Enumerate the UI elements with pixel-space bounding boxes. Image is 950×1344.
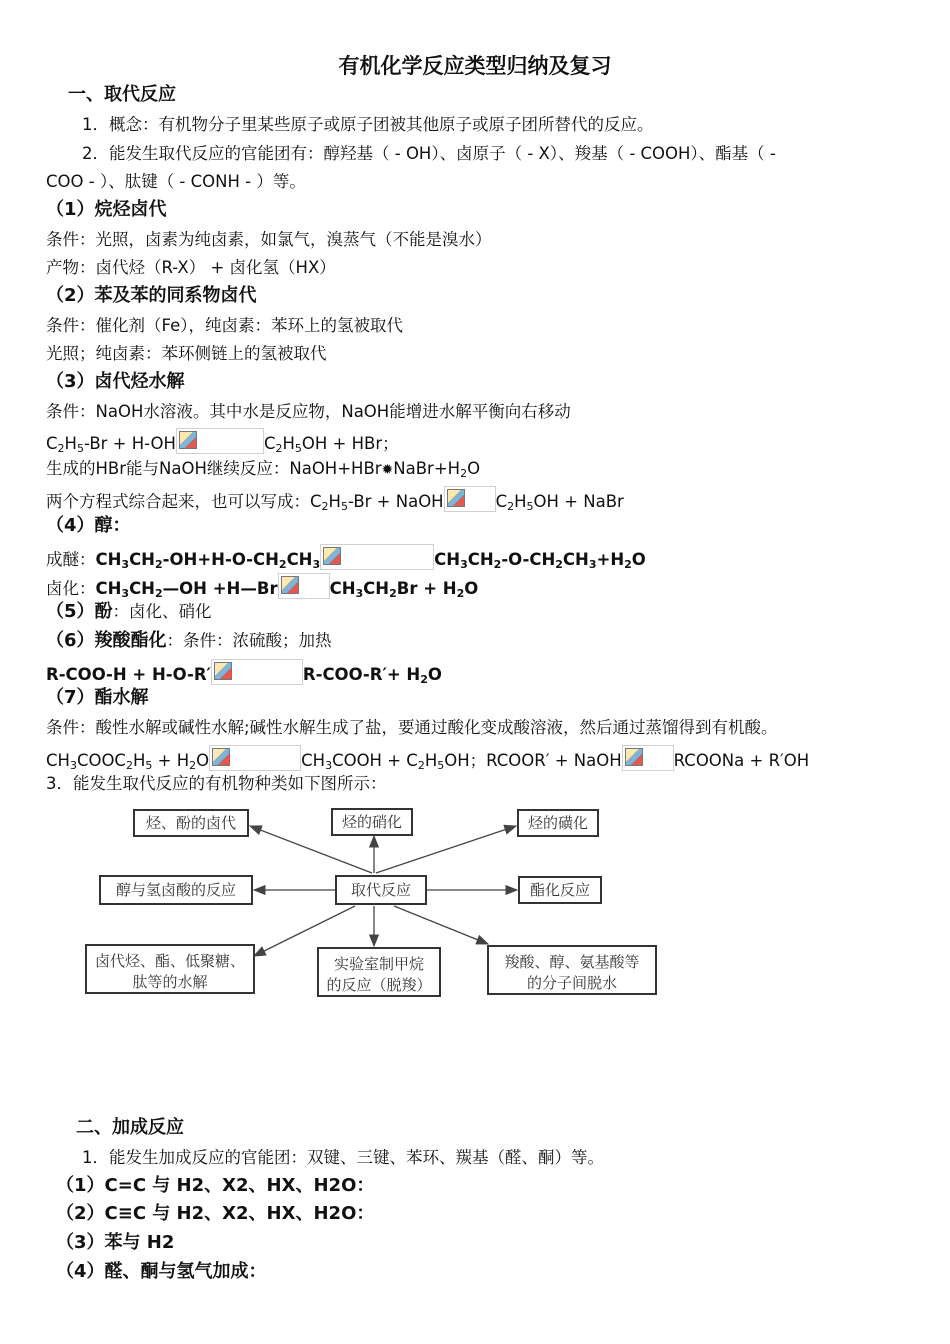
- broken-image-icon: [625, 748, 643, 766]
- addition-item-3: （3）苯与 H2: [56, 1232, 175, 1253]
- node-esterification-label: 酯化反应: [529, 881, 591, 899]
- substitution-diagram: [0, 800, 950, 1010]
- page-title: 有机化学反应类型归纳及复习: [338, 54, 612, 78]
- node-hydrolysis-label-2: 肽等的水解: [132, 973, 208, 991]
- benzene-condition-1: 条件：催化剂（Fe），纯卤素：苯环上的氢被取代: [46, 316, 403, 335]
- concept-line: 1．概念：有机物分子里某些原子或原子团被其他原子或原子团所替代的反应。: [82, 115, 654, 134]
- subheading-alcohol: （4）醇：: [46, 515, 131, 536]
- node-alcohol-hx-label: 醇与氢卤酸的反应: [115, 881, 237, 899]
- ester-hydrolysis-condition: 条件：酸性水解或碱性水解;碱性水解生成了盐，要通过酸化变成酸溶液，然后通过蒸馏得到有机酸。: [46, 718, 778, 737]
- addition-item-4: （4）醛、酮与氢气加成：: [56, 1261, 267, 1282]
- benzene-condition-2: 光照；纯卤素：苯环侧链上的氢被取代: [46, 344, 327, 363]
- node-dehydration-label-2: 的分子间脱水: [526, 974, 618, 992]
- equation-ether: 成醚：$CH_3CH_2-OH+H-O-CH_2CH_3$ $CH_3CH_2-O-CH_2CH_3+H_2O$: [46, 544, 646, 571]
- subheading-alkane-halogenation: （1）烷烃卤代: [46, 199, 167, 220]
- equation-hydrolysis: $C_2H_5-Br + H-OH$ $C_2H_5OH$ + HBr；: [46, 428, 399, 455]
- broken-image-icon: [281, 576, 299, 594]
- node-decarboxylation-label-1: 实验室制甲烷: [333, 955, 425, 973]
- hydrolysis-condition: 条件：NaOH水溶液。其中水是反应物，NaOH能增进水解平衡向右移动: [46, 402, 571, 421]
- broken-image-icon: [447, 489, 465, 507]
- equation-halogenation: 卤化：$CH_3CH_2—OH$ +H—Br $CH_3CH_2Br + H_2O$: [46, 573, 478, 600]
- reaction-arrow-image: [444, 486, 496, 512]
- node-halogenation-label: 烃、酚的卤代: [145, 814, 237, 832]
- alkane-product: 产物：卤代烃（R-X） + 卤化氢（HX）: [46, 258, 336, 277]
- reaction-arrow-image: [320, 544, 434, 570]
- broken-image-icon: [179, 431, 197, 449]
- functional-groups-line: 2．能发生取代反应的官能团有：醇羟基（ - OH）、卤原子（ - X）、羧基（ - COOH）、酯基（ -: [82, 144, 776, 163]
- reaction-arrow-image: [278, 573, 330, 599]
- addition-item-2: （2）C≡C 与 H2、X2、HX、H2O：: [56, 1203, 375, 1224]
- node-sulfonation-label: 烃的磺化: [527, 814, 589, 832]
- subheading-benzene-halogenation: （2）苯及苯的同系物卤代: [46, 285, 257, 306]
- node-decarboxylation-label-2: 的反应（脱羧）: [326, 976, 432, 994]
- functional-groups-line-cont: COO - ）、肽键（ - CONH - ）等。: [46, 172, 306, 191]
- equation-esterification: R-COO-H + H-O-R′ $R-COO-R'+ H_2O$: [46, 659, 442, 686]
- section-1-heading: 一、取代反应: [68, 84, 176, 105]
- reaction-arrow-image: [622, 745, 674, 771]
- addition-item-1: （1）C=C 与 H2、X2、HX、H2O：: [56, 1175, 375, 1196]
- broken-image-icon: [214, 662, 232, 680]
- subheading-ester-hydrolysis: （7）酯水解: [46, 687, 149, 708]
- equation-neutralization: 生成的HBr能与NaOH继续反应：$NaOH+HBr✹NaBr+H_2O$: [46, 459, 481, 480]
- arrow-to-dehydration: [394, 906, 488, 944]
- esterification-line: （6）羧酸酯化：条件：浓硫酸；加热: [46, 630, 332, 651]
- node-nitration-label: 烃的硝化: [341, 813, 403, 831]
- equation-ester-hydrolysis: $CH_3COOC_2H_5 + H_2O$ $CH_3COOH + C_2H_5OH$；RCOOR′ + NaOH RCOONa + R′OH: [46, 745, 809, 772]
- phenol-line: （5）酚：卤化、硝化: [46, 601, 212, 622]
- broken-image-icon: [212, 748, 230, 766]
- node-hydrolysis-label-1: 卤代烃、酯、低聚糖、: [94, 952, 246, 970]
- node-dehydration-label-1: 羧酸、醇、氨基酸等: [504, 953, 640, 971]
- reaction-arrow-image: [176, 428, 264, 454]
- reaction-arrow-image: [211, 659, 303, 685]
- alkane-condition: 条件：光照，卤素为纯卤素，如氯气，溴蒸气（不能是溴水）: [46, 230, 492, 249]
- broken-image-icon: [323, 547, 341, 565]
- section-2-heading: 二、加成反应: [76, 1117, 184, 1138]
- addition-groups-line: 1．能发生加成反应的官能团：双键、三键、苯环、羰基（醛、酮）等。: [82, 1148, 604, 1167]
- reaction-arrow-image: [209, 745, 301, 771]
- subheading-haloalkane-hydrolysis: （3）卤代烃水解: [46, 371, 185, 392]
- diagram-intro: 3．能发生取代反应的有机物种类如下图所示：: [46, 774, 387, 793]
- node-center-label: 取代反应: [350, 881, 412, 899]
- equation-combined: 两个方程式综合起来，也可以写成：$C_2H_5-Br$ + NaOH $C_2H_5OH$ + NaBr: [46, 486, 624, 513]
